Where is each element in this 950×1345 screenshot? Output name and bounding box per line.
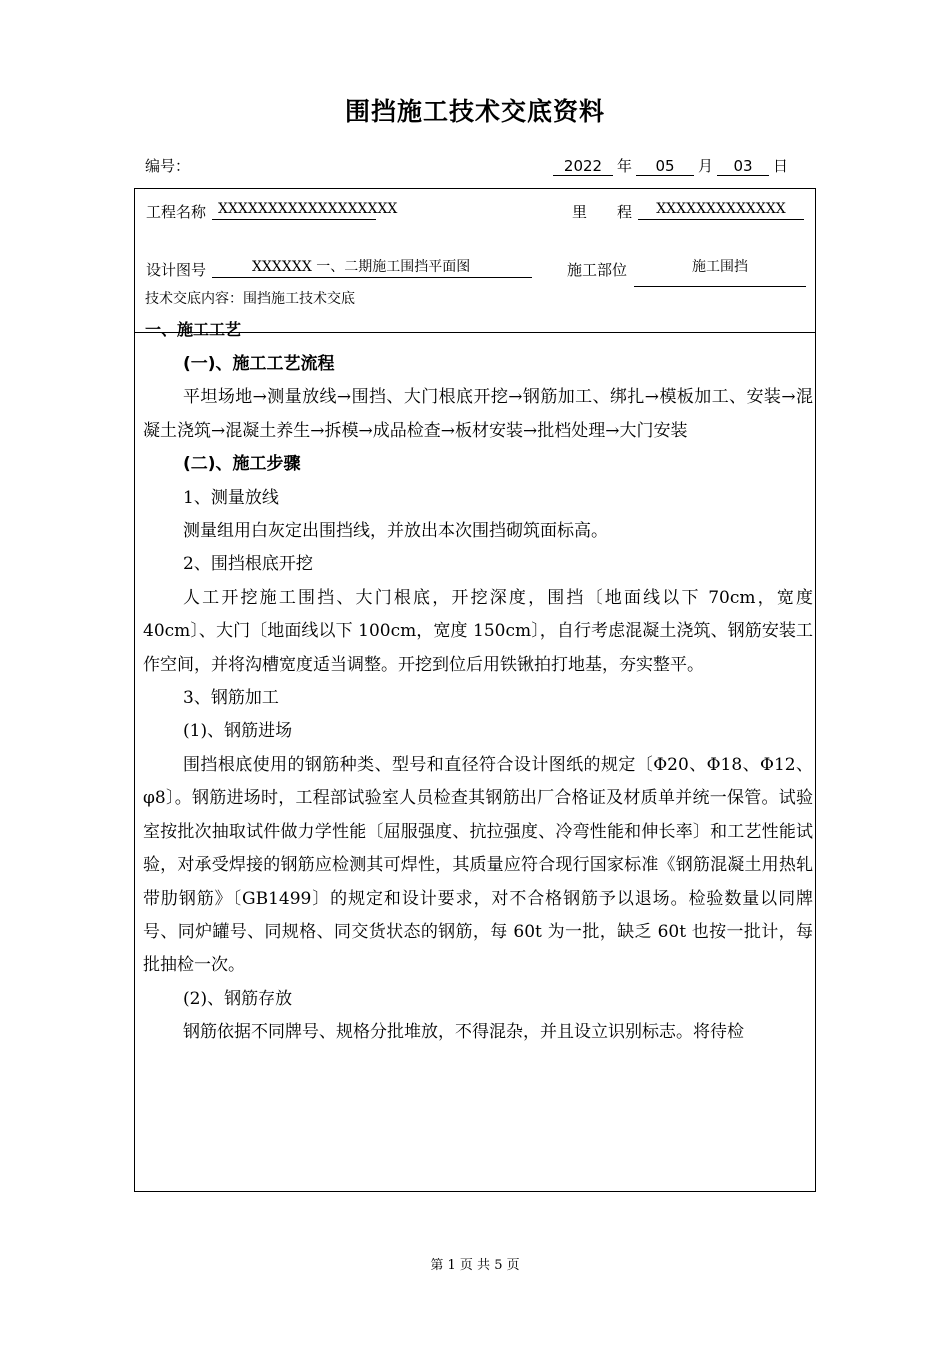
paragraph: 钢筋依据不同牌号、规格分批堆放，不得混杂，并且设立识别标志。将待检 xyxy=(183,1022,744,1043)
mileage-label: 里 程 xyxy=(572,203,633,221)
step-heading: (2)、钢筋存放 xyxy=(183,988,293,1009)
subsection-heading: (二)、施工步骤 xyxy=(183,454,301,475)
step-heading: 2、围挡根底开挖 xyxy=(183,554,313,575)
date-month: 05 xyxy=(636,157,694,176)
construction-location-value: 施工围挡 xyxy=(692,259,748,275)
drawing-number-label: 设计图号 xyxy=(146,261,207,279)
disclosure-content-label: 技术交底内容：围挡施工技术交底 xyxy=(145,291,355,307)
paragraph: 测量组用白灰定出围挡线，并放出本次围挡砌筑面标高。 xyxy=(183,521,608,542)
date-year: 2022 xyxy=(553,157,613,176)
paragraph: 围挡根底使用的钢筋种类、型号和直径符合设计图纸的规定〔Φ20、Φ18、Φ12、φ8〕。钢筋进场时，工程部试验室人员检查其钢筋出厂合格证及材质单并统一保管。试验室按批次抽取试件做力学性能〔屈服强度、抗拉强度、冷弯性能和伸长率〕和工艺性能试验，对承受焊接的钢筋应检测其可焊性，其质量应符合现行国家标准《钢筋混凝土用热轧带肋钢筋》〔GB1499〕的规定和设计要求，对不合格钢筋予以退场。检验数量以同牌号、同炉罐号、同规格、同交货状态的钢筋，每 60t 为一批，缺乏 60t 也按一批计，每批抽检一次。 xyxy=(143,754,813,976)
date-day-unit: 日 xyxy=(773,157,789,175)
paragraph: 人工开挖施工围挡、大门根底，开挖深度，围挡〔地面线以下 70cm，宽度 40cm〕、大门〔地面线以下 100cm，宽度 150cm〕，自行考虑混凝土浇筑、钢筋安装工作空间，并将沟槽宽度适当调整。开挖到位后用铁锹拍打地基，夯实整平。 xyxy=(143,587,813,675)
project-name-value: XXXXXXXXXXXXXXXXXX xyxy=(212,200,376,220)
step-heading: 1、测量放线 xyxy=(183,487,279,508)
location-underline xyxy=(634,286,806,287)
date-day: 03 xyxy=(717,157,769,176)
construction-location-label: 施工部位 xyxy=(567,261,628,279)
section-heading: 一、施工工艺 xyxy=(145,320,242,339)
date-month-unit: 月 xyxy=(698,157,714,175)
drawing-number-value: XXXXXX 一、二期施工围挡平面图 xyxy=(212,258,532,278)
document-number-label: 编号： xyxy=(145,157,191,175)
step-heading: 3、钢筋加工 xyxy=(183,688,279,709)
subsection-heading: (一)、施工工艺流程 xyxy=(183,354,335,374)
step-heading: (1)、钢筋进场 xyxy=(183,721,293,742)
mileage-value: XXXXXXXXXXXXX xyxy=(638,200,804,220)
date-line xyxy=(553,155,792,176)
body-content xyxy=(143,348,813,1050)
page-footer: 第 1 页 共 5 页 xyxy=(430,1258,520,1273)
date-year-unit: 年 xyxy=(617,157,633,175)
project-name-label: 工程名称 xyxy=(146,203,207,221)
paragraph: 平坦场地→测量放线→围挡、大门根底开挖→钢筋加工、绑扎→模板加工、安装→混凝土浇筑→混凝土养生→拆模→成品检查→板材安装→批档处理→大门安装 xyxy=(143,387,813,441)
page-title: 围挡施工技术交底资料 xyxy=(344,97,605,126)
